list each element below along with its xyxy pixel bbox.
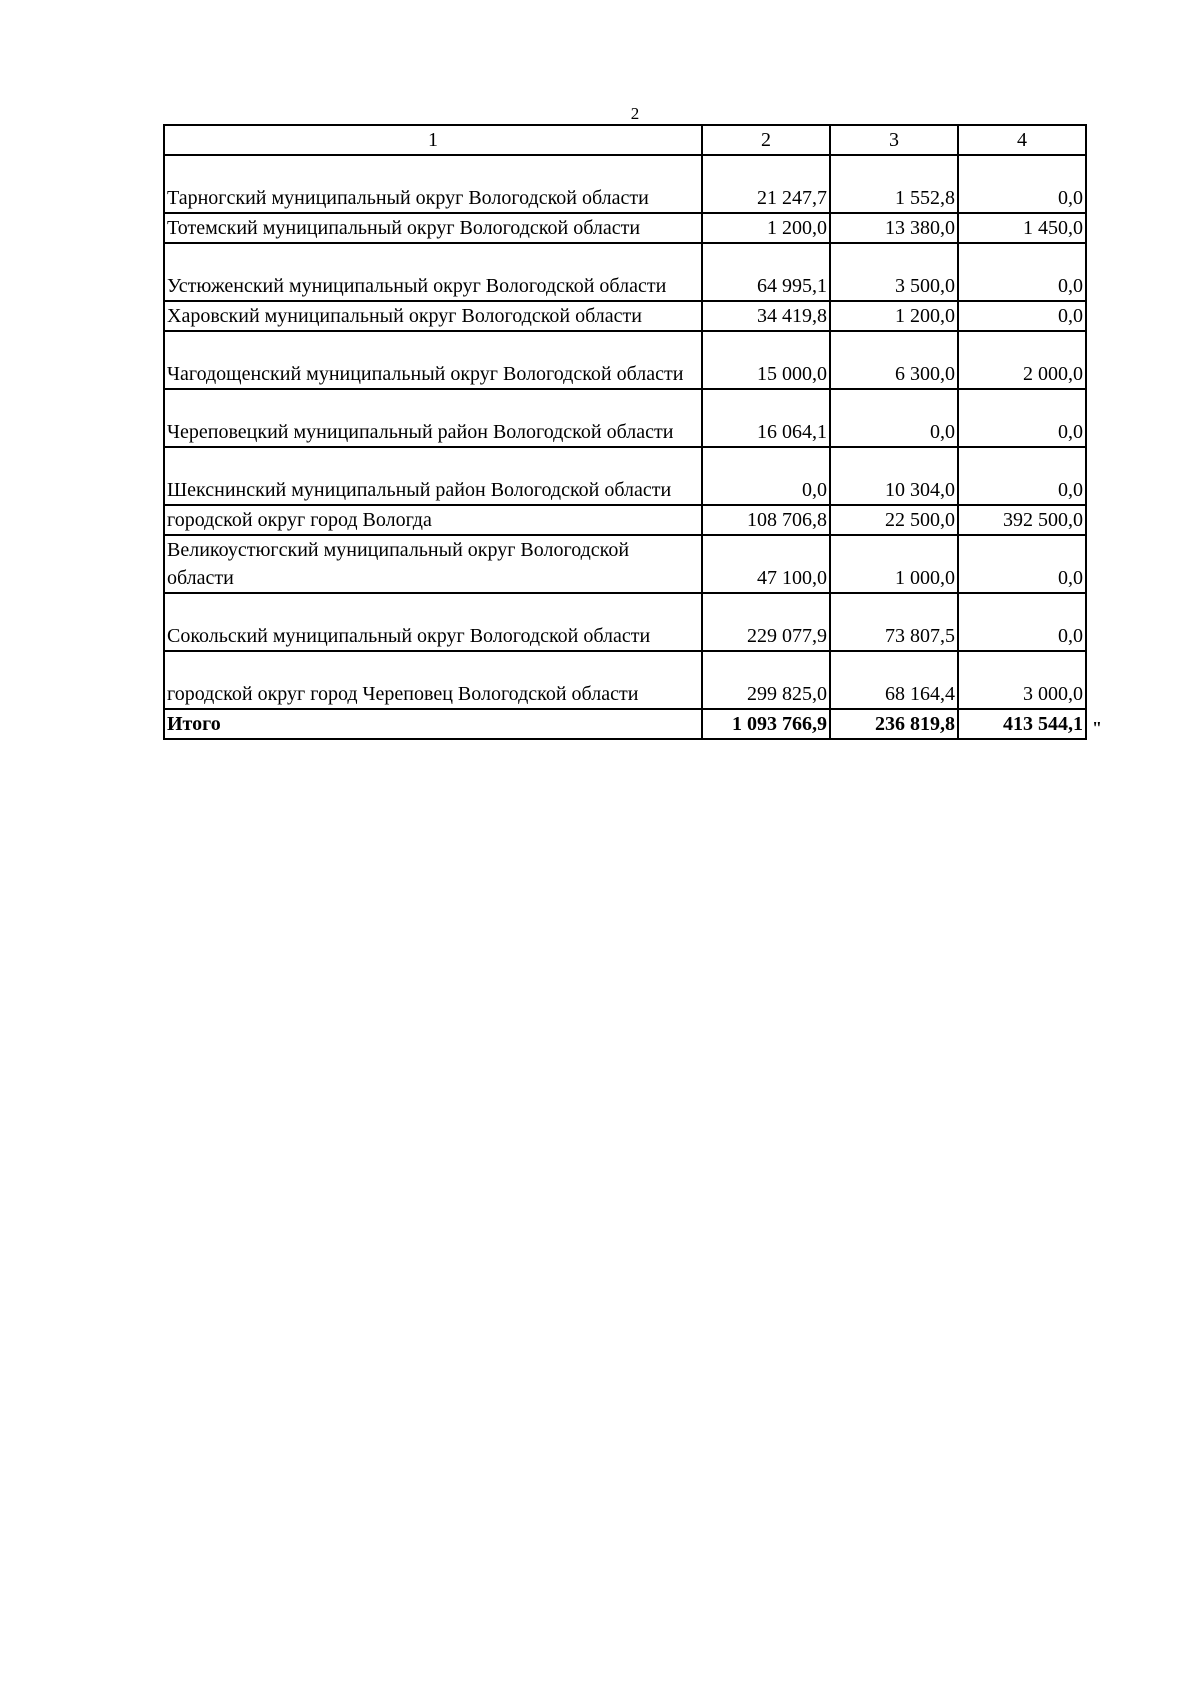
value-col-3: 1 552,8 bbox=[830, 155, 958, 213]
value-col-3: 22 500,0 bbox=[830, 505, 958, 535]
column-number-row bbox=[164, 125, 1086, 155]
municipality-name: Великоустюгский муниципальный округ Вологодской области bbox=[164, 535, 702, 593]
total-col-2: 1 093 766,9 bbox=[702, 709, 830, 739]
table-row bbox=[164, 213, 1086, 243]
value-col-2: 1 200,0 bbox=[702, 213, 830, 243]
column-header: 2 bbox=[702, 125, 830, 155]
municipality-name: городской округ город Череповец Вологодской области bbox=[164, 651, 702, 709]
table-row bbox=[164, 243, 1086, 301]
total-col-3: 236 819,8 bbox=[830, 709, 958, 739]
municipality-name: Тотемский муниципальный округ Вологодской области bbox=[164, 213, 702, 243]
value-col-3: 1 200,0 bbox=[830, 301, 958, 331]
column-header: 3 bbox=[830, 125, 958, 155]
value-col-2: 34 419,8 bbox=[702, 301, 830, 331]
closing-quote-mark: " bbox=[1092, 718, 1102, 738]
table-row bbox=[164, 155, 1086, 213]
column-header: 1 bbox=[164, 125, 702, 155]
value-col-2: 21 247,7 bbox=[702, 155, 830, 213]
table-row bbox=[164, 447, 1086, 505]
value-col-3: 1 000,0 bbox=[830, 535, 958, 593]
table-row bbox=[164, 331, 1086, 389]
value-col-2: 16 064,1 bbox=[702, 389, 830, 447]
value-col-4: 0,0 bbox=[958, 301, 1086, 331]
total-col-4: 413 544,1 bbox=[958, 709, 1086, 739]
value-col-3: 6 300,0 bbox=[830, 331, 958, 389]
municipality-name: Устюженский муниципальный округ Вологодской области bbox=[164, 243, 702, 301]
total-label: Итого bbox=[164, 709, 702, 739]
value-col-3: 13 380,0 bbox=[830, 213, 958, 243]
value-col-4: 392 500,0 bbox=[958, 505, 1086, 535]
value-col-2: 108 706,8 bbox=[702, 505, 830, 535]
value-col-3: 68 164,4 bbox=[830, 651, 958, 709]
table-row bbox=[164, 505, 1086, 535]
value-col-4: 0,0 bbox=[958, 389, 1086, 447]
value-col-2: 64 995,1 bbox=[702, 243, 830, 301]
value-col-4: 0,0 bbox=[958, 535, 1086, 593]
value-col-4: 1 450,0 bbox=[958, 213, 1086, 243]
table-row bbox=[164, 535, 1086, 593]
page-number: 2 bbox=[630, 104, 640, 123]
municipality-name: Харовский муниципальный округ Вологодской области bbox=[164, 301, 702, 331]
municipality-name: Сокольский муниципальный округ Вологодской области bbox=[164, 593, 702, 651]
table-row bbox=[164, 593, 1086, 651]
municipality-name: городской округ город Вологда bbox=[164, 505, 702, 535]
budget-table bbox=[163, 124, 1087, 740]
municipality-name: Шекснинский муниципальный район Вологодской области bbox=[164, 447, 702, 505]
value-col-3: 0,0 bbox=[830, 389, 958, 447]
value-col-2: 299 825,0 bbox=[702, 651, 830, 709]
municipality-name: Череповецкий муниципальный район Вологодской области bbox=[164, 389, 702, 447]
table-row bbox=[164, 389, 1086, 447]
value-col-2: 0,0 bbox=[702, 447, 830, 505]
value-col-3: 10 304,0 bbox=[830, 447, 958, 505]
value-col-2: 47 100,0 bbox=[702, 535, 830, 593]
value-col-3: 3 500,0 bbox=[830, 243, 958, 301]
value-col-4: 0,0 bbox=[958, 447, 1086, 505]
table-row bbox=[164, 301, 1086, 331]
value-col-2: 15 000,0 bbox=[702, 331, 830, 389]
value-col-4: 0,0 bbox=[958, 243, 1086, 301]
value-col-3: 73 807,5 bbox=[830, 593, 958, 651]
table-row bbox=[164, 651, 1086, 709]
column-header: 4 bbox=[958, 125, 1086, 155]
municipality-name: Тарногский муниципальный округ Вологодской области bbox=[164, 155, 702, 213]
value-col-4: 2 000,0 bbox=[958, 331, 1086, 389]
value-col-4: 0,0 bbox=[958, 155, 1086, 213]
total-row bbox=[164, 709, 1086, 739]
value-col-4: 0,0 bbox=[958, 593, 1086, 651]
value-col-4: 3 000,0 bbox=[958, 651, 1086, 709]
municipality-name: Чагодощенский муниципальный округ Вологодской области bbox=[164, 331, 702, 389]
value-col-2: 229 077,9 bbox=[702, 593, 830, 651]
